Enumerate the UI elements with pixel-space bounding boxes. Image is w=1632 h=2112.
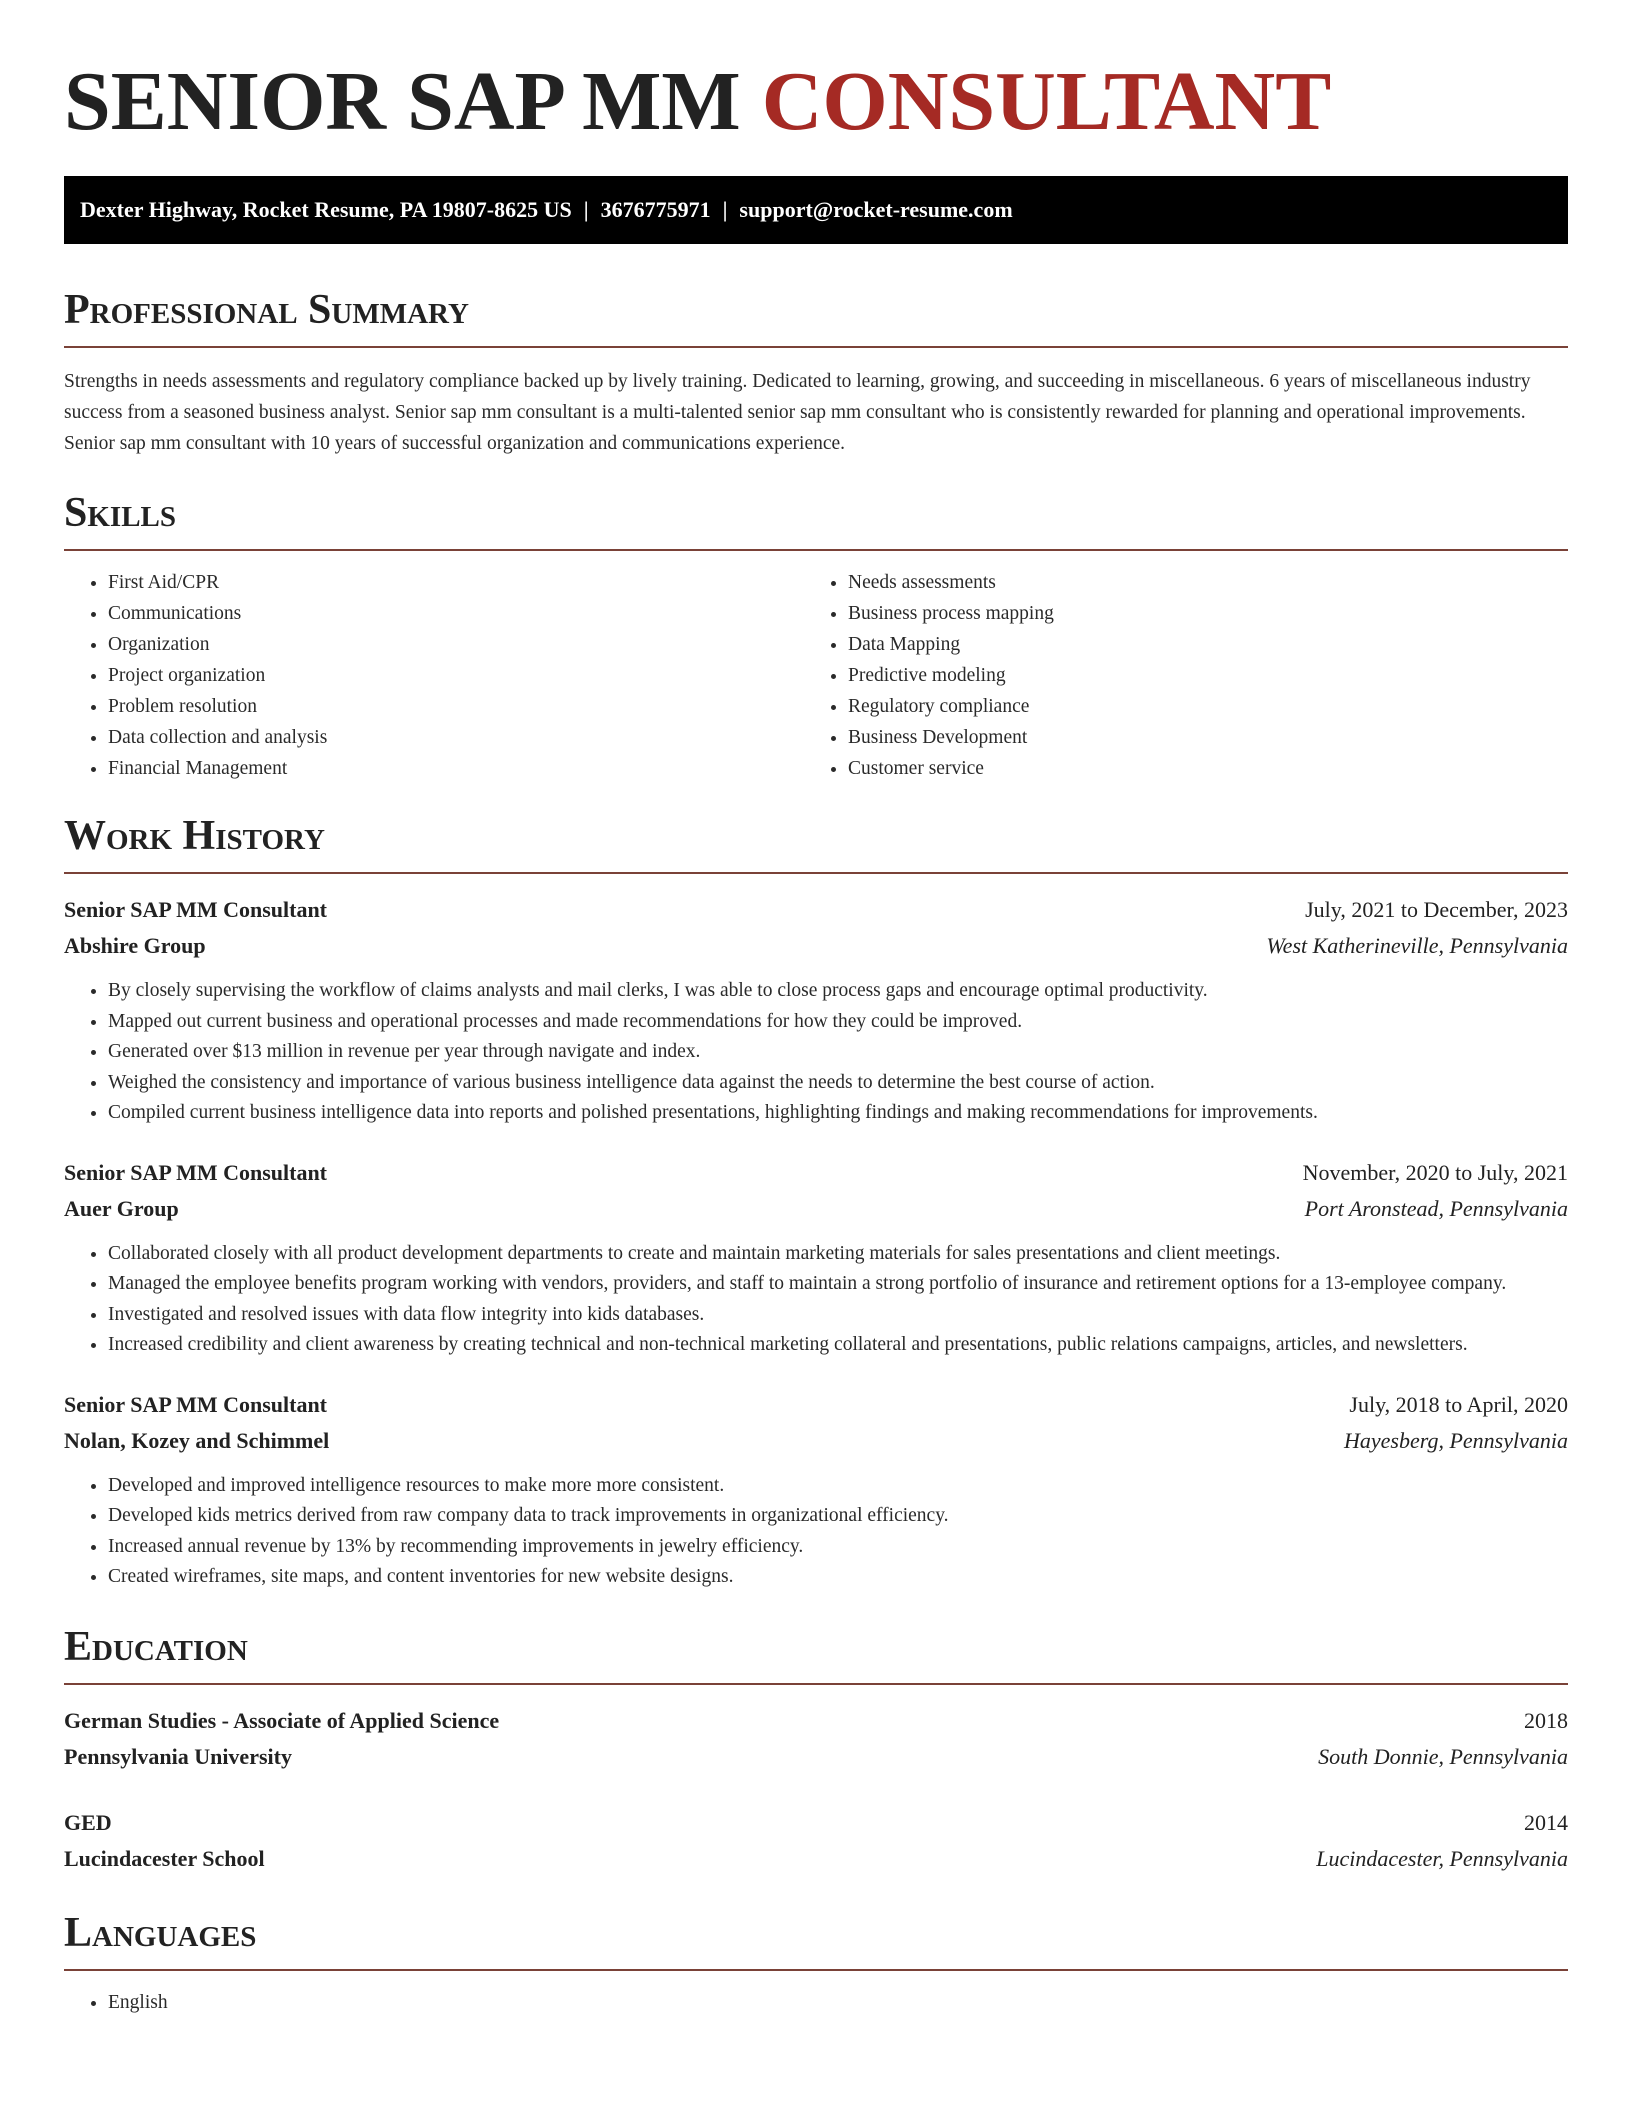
skill-item: • Financial Management — [108, 753, 804, 784]
section-divider — [64, 549, 1568, 551]
education-degree: GED — [64, 1809, 112, 1835]
education-school: Lucindacester School — [64, 1845, 265, 1871]
job-company: Auer Group — [64, 1195, 179, 1221]
section-divider — [64, 1969, 1568, 1971]
skills-list-left — [64, 567, 804, 784]
skill-item: • Project organization — [108, 660, 804, 691]
job-entry — [64, 892, 1568, 1129]
job-bullets — [64, 1471, 1568, 1593]
education-section — [64, 1621, 1568, 1877]
section-divider — [64, 346, 1568, 348]
section-title-summary: Professional Summary — [64, 287, 469, 333]
education-year: 2014 — [1524, 1809, 1568, 1835]
job-bullets — [64, 1239, 1568, 1361]
skill-item: • Needs assessments — [848, 567, 1544, 598]
skill-item: • Predictive modeling — [848, 660, 1544, 691]
job-location: Hayesberg, Pennsylvania — [1343, 1427, 1568, 1453]
education-school: Pennsylvania University — [64, 1743, 292, 1769]
section-title-languages: Languages — [64, 1909, 257, 1956]
education-header-row — [64, 1805, 1568, 1841]
job-bullet: • By closely supervising the workflow of claims analysts and mail clerks, I was able to close process gaps and encourage optimal productivity. — [108, 976, 1568, 1007]
skill-item: • Communications — [108, 598, 804, 629]
skill-item: • Data collection and analysis — [108, 722, 804, 753]
job-bullet: • Investigated and resolved issues with data flow integrity into kids databases. — [108, 1300, 1568, 1331]
job-company-row — [64, 1423, 1568, 1459]
education-entry — [64, 1805, 1568, 1877]
education-header-row — [64, 1703, 1568, 1739]
contact-bar — [64, 176, 1568, 244]
section-title-education: Education — [64, 1623, 248, 1670]
education-year: 2018 — [1524, 1707, 1568, 1733]
education-location: South Donnie, Pennsylvania — [1318, 1743, 1568, 1769]
contact-phone: 3676775971 — [600, 197, 711, 222]
job-bullet: • Collaborated closely with all product development departments to create and maintain marketing materials for sales presentations and client meetings. — [108, 1239, 1568, 1270]
contact-address: Dexter Highway, Rocket Resume, PA 19807-8625 US — [80, 197, 572, 222]
contact-separator: | — [583, 197, 589, 222]
job-bullet: • Generated over $13 million in revenue per year through navigate and index. — [108, 1037, 1568, 1068]
summary-section — [64, 284, 1568, 459]
language-item: • English — [108, 1987, 1568, 2018]
skill-item: • Business process mapping — [848, 598, 1544, 629]
job-header-row — [64, 892, 1568, 928]
contact-separator: | — [722, 197, 728, 222]
skills-list-right — [804, 567, 1544, 784]
job-company: Nolan, Kozey and Schimmel — [64, 1427, 330, 1453]
job-title: Senior SAP MM Consultant — [64, 897, 328, 922]
job-title: Senior SAP MM Consultant — [64, 1391, 328, 1417]
job-bullet: • Managed the employee benefits program working with vendors, providers, and staff to maintain a strong portfolio of insurance and retirement options for a 13-employee company. — [108, 1269, 1568, 1300]
skill-item: • Business Development — [848, 722, 1544, 753]
skill-item: • Data Mapping — [848, 629, 1544, 660]
section-divider — [64, 872, 1568, 874]
section-divider — [64, 1683, 1568, 1685]
education-degree: German Studies - Associate of Applied Science — [64, 1707, 500, 1733]
job-entry — [64, 1155, 1568, 1361]
section-title-skills: Skills — [64, 490, 177, 536]
education-entry — [64, 1703, 1568, 1775]
job-header-row — [64, 1155, 1568, 1191]
job-dates: November, 2020 to July, 2021 — [1302, 1159, 1568, 1185]
education-school-row — [64, 1739, 1568, 1775]
skill-item: • First Aid/CPR — [108, 567, 804, 598]
job-location: Port Aronstead, Pennsylvania — [1304, 1195, 1568, 1221]
job-bullet: • Mapped out current business and operational processes and made recommendations for how they could be improved. — [108, 1007, 1568, 1038]
work-history-section — [64, 810, 1568, 1593]
education-school-row — [64, 1841, 1568, 1877]
education-location: Lucindacester, Pennsylvania — [1316, 1845, 1568, 1871]
job-bullet: • Weighed the consistency and importance of various business intelligence data against the needs to determine the best course of action. — [108, 1068, 1568, 1099]
job-title: Senior SAP MM Consultant — [64, 1159, 328, 1185]
section-title-work-history: Work History — [64, 813, 325, 859]
languages-list — [64, 1987, 1568, 2018]
job-entry — [64, 1387, 1568, 1593]
resume-page — [64, 0, 1568, 2018]
job-bullet: • Increased credibility and client awareness by creating technical and non-technical marketing collateral and presentations, public relations campaigns, articles, and newsletters. — [108, 1330, 1568, 1361]
job-bullet: • Developed and improved intelligence resources to make more more consistent. — [108, 1471, 1568, 1502]
job-location: West Katherineville, Pennsylvania — [1266, 933, 1568, 958]
skill-item: • Organization — [108, 629, 804, 660]
skills-section — [64, 487, 1568, 784]
resume-name-heading — [64, 0, 1568, 152]
languages-section — [64, 1907, 1568, 2018]
job-company-row — [64, 928, 1568, 964]
skill-item: • Customer service — [848, 753, 1544, 784]
job-bullet: • Increased annual revenue by 13% by recommending improvements in jewelry efficiency. — [108, 1532, 1568, 1563]
job-bullet: • Developed kids metrics derived from raw company data to track improvements in organizational efficiency. — [108, 1501, 1568, 1532]
skill-item: • Problem resolution — [108, 691, 804, 722]
job-dates: July, 2021 to December, 2023 — [1305, 897, 1568, 922]
skill-item: • Regulatory compliance — [848, 691, 1544, 722]
contact-email: support@rocket-resume.com — [739, 197, 1013, 222]
job-company: Abshire Group — [64, 933, 206, 958]
summary-text: Strengths in needs assessments and regulatory compliance backed up by lively training. Dedicated to learning, growing, and succeeding in miscellaneous. 6 years of miscellaneous industry success from a seasoned business analyst. Senior sap mm consultant is a multi-talented senior sap mm consultant who is consistently rewarded for planning and operational improvements. Senior sap mm consultant with 10 years of successful organization and communications experience. — [64, 371, 1531, 454]
job-company-row — [64, 1191, 1568, 1227]
job-bullet: • Compiled current business intelligence data into reports and polished presentations, highlighting findings and making recommendations for improvements. — [108, 1098, 1568, 1129]
name-part-accent: CONSULTANT — [761, 55, 1332, 148]
job-header-row — [64, 1387, 1568, 1423]
job-bullet: • Created wireframes, site maps, and content inventories for new website designs. — [108, 1562, 1568, 1593]
job-bullets — [64, 976, 1568, 1129]
name-part-dark: SENIOR SAP MM — [64, 55, 762, 148]
skills-grid — [64, 567, 1568, 784]
job-dates: July, 2018 to April, 2020 — [1349, 1391, 1568, 1417]
